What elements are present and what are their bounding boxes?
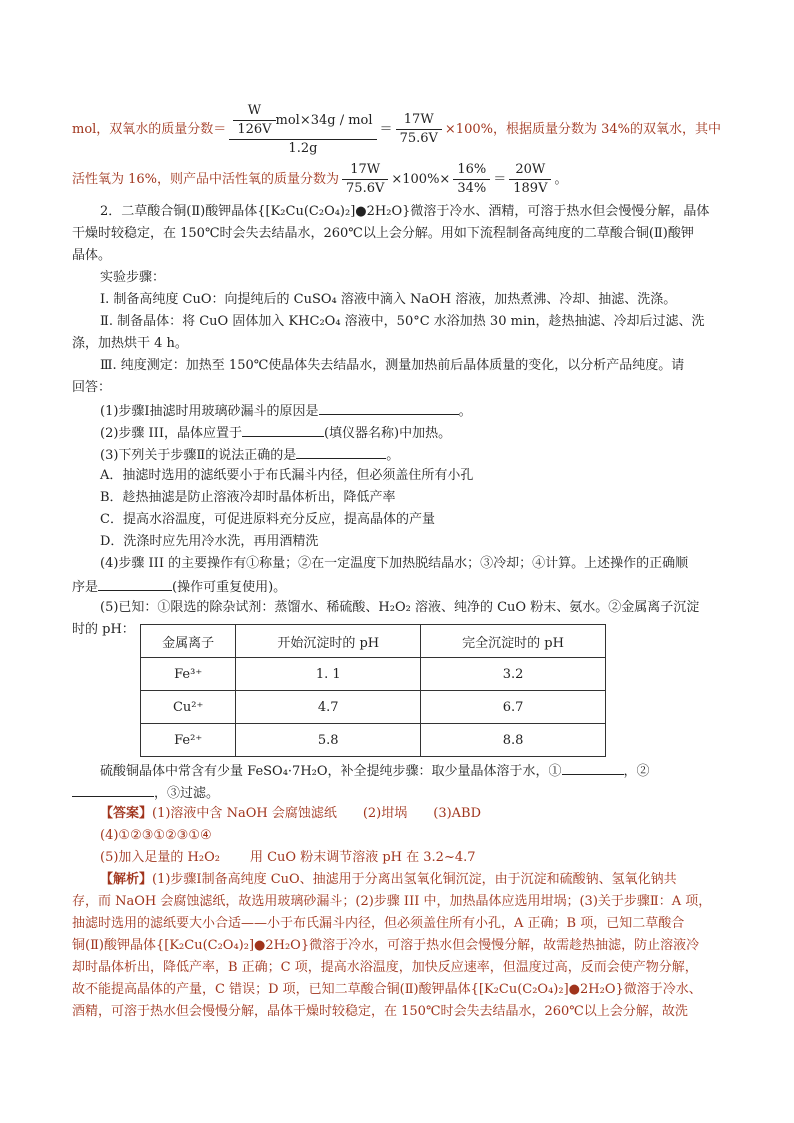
table-cell: Fe²⁺ (141, 724, 236, 757)
q3-text: (3)下列关于步骤Ⅱ的说法正确的是 (100, 448, 297, 463)
complex-fraction (229, 102, 376, 158)
q2 (100, 422, 722, 444)
answer-4: (4)①②③①②③①④ (100, 828, 212, 843)
analysis-line-3: 抽滤时选用的滤纸要大小合适——小于布氏漏斗内径，但必须盖住所有小孔，A 正确；B 项，已知二草酸合 (72, 916, 685, 931)
answer-3: (3)ABD (433, 806, 482, 821)
analysis-line-2: 存，而 NaOH 会腐蚀滤纸，故选用玻璃砂漏斗；(2)步骤 III 中，加热晶体应选用坩埚；(3)关于步骤Ⅱ：A 项， (72, 894, 712, 909)
answer-1: (1)溶液中含 NaOH 会腐蚀滤纸 (152, 806, 337, 821)
q5-text: 硫酸铜晶体中常含有少量 FeSO₄·7H₂O，补全提纯步骤：取少量晶体溶于水，① (100, 764, 562, 779)
inner-numerator: W (233, 102, 275, 121)
fraction-a-num: 17W (342, 161, 388, 180)
table-cell: 4.7 (236, 691, 421, 724)
analysis-line-6: 故不能提高晶体的产量，C 错误；D 项，已知二草酸合铜(Ⅱ)酸钾晶体{[K₂Cu(C₂O₄)₂]●2H₂O}微溶于冷水、 (72, 982, 702, 997)
table-cell: 5.8 (236, 724, 421, 757)
inner-denominator: 126V (237, 121, 272, 137)
fraction-a-den: 75.6V (346, 181, 385, 196)
q1 (100, 400, 722, 422)
q5-line-1: (5)已知：①限选的除杂试剂：蒸馏水、稀硫酸、H₂O₂ 溶液、纯净的 CuO 粉末、氨水。②金属离子沉淀 (100, 600, 700, 615)
analysis-line-4: 铜(Ⅱ)酸钾晶体{[K₂Cu(C₂O₄)₂]●2H₂O}微溶于冷水，可溶于热水但会慢慢分解，故需趁热抽滤，防止溶液冷 (72, 938, 700, 953)
option-d: D．洗涤时应先用冷水洗，再用酒精洗 (100, 534, 319, 549)
q4-text: 序是 (72, 580, 99, 595)
result-fraction (396, 111, 442, 148)
q5-blank-1 (562, 760, 624, 775)
equals-sign-2: ＝ (493, 172, 507, 187)
steps-title: 实验步骤： (100, 270, 166, 285)
table-row (141, 724, 606, 757)
result-numerator: 17W (396, 111, 442, 130)
analysis-line-1 (100, 870, 722, 890)
formula1-pre: mol，双氧水的质量分数＝ (72, 122, 227, 137)
table-header-row (141, 625, 606, 658)
q5-line-3 (100, 760, 722, 782)
analysis-line-5: 却时晶体析出，降低产率，B 正确；C 项，提高水浴温度，加快反应速率，但温度过高，反而会使产物分解， (72, 960, 698, 975)
table-cell: 8.8 (421, 724, 606, 757)
fraction-b-den: 34% (457, 181, 487, 196)
q2-text: (2)步骤 III，晶体应置于 (100, 426, 242, 441)
q1-blank (319, 400, 459, 415)
q5-line-4 (72, 782, 722, 804)
fraction-c-den: 189V (513, 181, 548, 196)
formula-line-1 (72, 100, 722, 160)
step-1: Ⅰ. 制备高纯度 CuO：向提纯后的 CuSO₄ 溶液中滴入 NaOH 溶液，加热煮沸、冷却、抽滤、洗涤。 (100, 292, 677, 307)
fraction-b-num: 16% (453, 161, 490, 180)
q4-blank (98, 576, 172, 591)
answer-2: (2)坩埚 (362, 806, 408, 821)
analysis-line-7: 酒精，可溶于热水但会慢慢分解，晶体干燥时较稳定，在 150℃时会失去结晶水，260℃以上会分解，故洗 (72, 1004, 688, 1019)
formula2-mid: ×100%× (391, 172, 451, 187)
option-b: B．趁热抽滤是防止溶液冷却时晶体析出，降低产率 (100, 490, 396, 505)
result-denominator: 75.6V (399, 131, 438, 146)
analysis-text-1: (1)步骤Ⅰ制备高纯度 CuO、抽滤用于分离出氢氧化铜沉淀，由于沉淀和硫酸钠、氢氧化钠共 (152, 872, 677, 887)
inner-fraction (233, 102, 275, 139)
q5-line-2: 时的 pH： (72, 622, 135, 637)
table-cell: 1. 1 (236, 658, 421, 691)
q3-blank (296, 444, 386, 459)
answer-5b: 用 CuO 粉末调节溶液 pH 在 3.2~4.7 (249, 850, 476, 865)
step-3-line-2: 回答： (72, 380, 112, 395)
q5-end: ，③过滤。 (154, 786, 220, 801)
table-row (141, 691, 606, 724)
q1-text: (1)步骤Ⅰ抽滤时用玻璃砂漏斗的原因是 (100, 404, 319, 419)
outer-denominator: 1.2g (288, 140, 318, 156)
q1-end: 。 (458, 404, 472, 419)
analysis-label: 【解析】 (100, 872, 153, 887)
table-cell: 6.7 (421, 691, 606, 724)
answer-label: 【答案】 (100, 806, 153, 821)
formula2-pre: 活性氧为 16%，则产品中活性氧的质量分数为 (72, 172, 340, 187)
inner-rest: mol×34g / mol (275, 112, 373, 128)
q4-end: (操作可重复使用)。 (172, 580, 287, 595)
table-cell: Cu²⁺ (141, 691, 236, 724)
answer-line-5 (100, 848, 722, 868)
q4-line-1: (4)步骤 III 的主要操作有①称量；②在一定温度下加热脱结晶水；③冷却；④计算。上述操作的正确顺 (100, 556, 689, 571)
intro-line-3: 晶体。 (72, 248, 112, 263)
table-header: 完全沉淀时的 pH (421, 625, 606, 658)
ph-table (140, 624, 606, 757)
fraction-c-num: 20W (509, 161, 551, 180)
equals-sign: ＝ (379, 122, 393, 137)
q2-end: (填仪器名称)中加热。 (323, 426, 452, 441)
answer-5a: (5)加入足量的 H₂O₂ (100, 850, 220, 865)
q5-sep: ，② (623, 764, 650, 779)
step-2-line-2: 涤，加热烘干 4 h。 (72, 336, 188, 351)
fraction-a (342, 161, 388, 198)
fraction-c (509, 161, 551, 198)
table-row (141, 658, 606, 691)
formula-line-2 (72, 160, 722, 200)
fraction-b (453, 161, 490, 198)
formula1-post: ×100%，根据质量分数为 34%的双氧水，其中 (444, 122, 721, 137)
option-c: C．提高水浴温度，可促进原料充分反应，提高晶体的产量 (100, 512, 435, 527)
q3 (100, 444, 722, 466)
q4-line-2 (72, 576, 722, 598)
table-cell: Fe³⁺ (141, 658, 236, 691)
table-cell: 3.2 (421, 658, 606, 691)
answer-line-1 (100, 804, 722, 824)
table-header: 开始沉淀时的 pH (236, 625, 421, 658)
option-a: A．抽滤时选用的滤纸要小于布氏漏斗内径，但必须盖住所有小孔 (100, 468, 474, 483)
q5-blank-2 (72, 782, 154, 797)
step-3-line-1: Ⅲ. 纯度测定：加热至 150℃使晶体失去结晶水，测量加热前后晶体质量的变化，以分析产品纯度。请 (100, 358, 685, 373)
step-2-line-1: Ⅱ. 制备晶体：将 CuO 固体加入 KHC₂O₄ 溶液中，50°C 水浴加热 30 min，趁热抽滤、冷却后过滤、洗 (100, 314, 705, 329)
formula2-end: 。 (554, 172, 568, 187)
table-header: 金属离子 (141, 625, 236, 658)
intro-line-1: 2．二草酸合铜(Ⅱ)酸钾晶体{[K₂Cu(C₂O₄)₂]●2H₂O}微溶于冷水、酒精，可溶于热水但会慢慢分解，晶体 (100, 204, 710, 219)
q3-end: 。 (386, 448, 400, 463)
intro-line-2: 干燥时较稳定，在 150℃时会失去结晶水，260℃以上会分解。用如下流程制备高纯度的二草酸合铜(Ⅱ)酸钾 (72, 226, 694, 241)
q2-blank (242, 422, 324, 437)
